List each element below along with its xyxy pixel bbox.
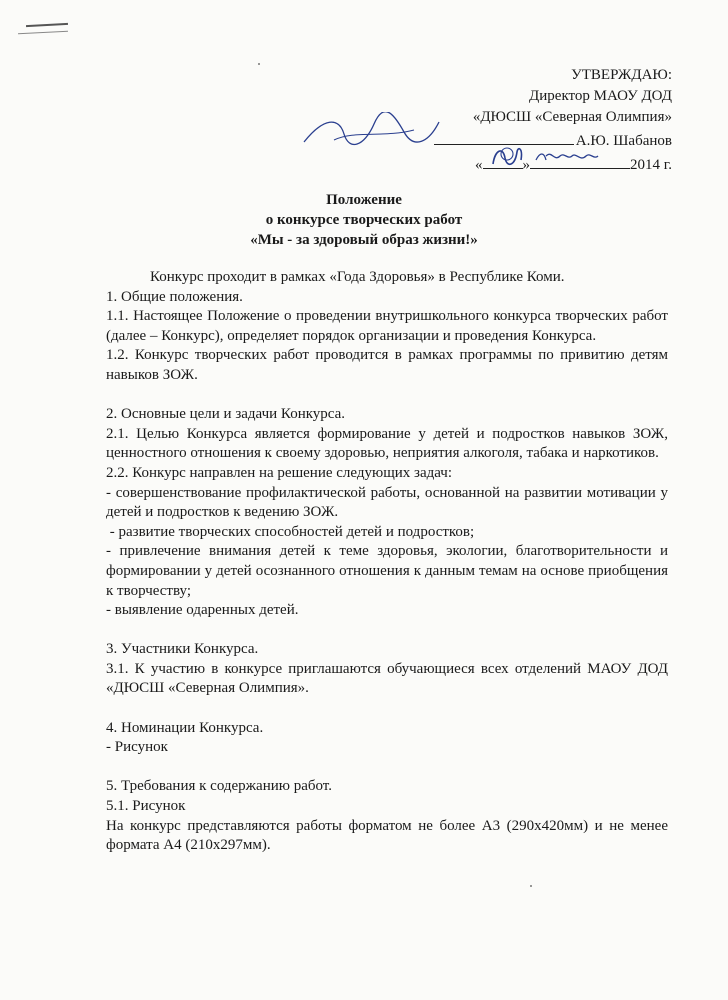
approval-year: 2014 г. [630,157,672,173]
approval-organization: «ДЮСШ «Северная Олимпия» [472,109,672,125]
date-quote-close: » [522,157,531,173]
approval-block [372,65,672,176]
task-item: - совершенствование профилактической работы, основанной на развитии мотивации у детей и подростков к ведению ЗОЖ. [106,484,668,521]
clause-1-1: 1.1. Настоящее Положение о проведении внутришкольного конкурса творческих работ (далее – Конкурс), определяет порядок организации и проведения Конкурса. [106,308,668,344]
task-item: - развитие творческих способностей детей и подростков; [106,523,475,540]
scan-artifact-line [26,23,68,27]
clause-1-2: 1.2. Конкурс творческих работ проводится в рамках программы по привитию детям навыков ЗОЖ. [106,347,668,383]
section-3-heading: 3. Участники Конкурса. [106,641,259,658]
section-5-heading: 5. Требования к содержанию работ. [106,778,332,795]
date-month-line [530,152,630,169]
scan-dot [258,63,260,65]
clause-5-1: 5.1. Рисунок [106,798,186,815]
document-body [106,268,668,856]
approval-heading: УТВЕРЖДАЮ: [571,67,672,83]
scan-dot [530,885,532,887]
nomination-item: - Рисунок [106,739,168,756]
clause-5-1-text: На конкурс представляются работы форматом не более А3 (290х420мм) и не менее формата А4 (210х297мм). [106,817,668,854]
handwritten-month [530,144,630,168]
approval-name: А.Ю. Шабанов [575,133,672,149]
section-4-heading: 4. Номинации Конкурса. [106,719,264,736]
title-line-2: о конкурсе творческих работ [265,212,463,228]
clause-2-1: 2.1. Целью Конкурса является формирование у детей и подростков навыков ЗОЖ, ценностного отношения к своему здоровью, неприятия алкоголя, табака и наркотиков. [106,425,668,462]
scan-artifact-line [18,31,68,35]
task-item: - привлечение внимания детей к теме здоровья, экологии, благотворительности и формировании у детей осознанного отношения к данным темам на основе приобщения к творчеству; [106,543,668,599]
clause-2-2: 2.2. Конкурс направлен на решение следующих задач: [106,464,453,481]
handwritten-day [487,142,527,172]
document-title [0,190,728,250]
handwritten-signature [294,112,444,152]
date-day-line [483,152,523,169]
approval-date-row [372,152,672,176]
intro-paragraph: Конкурс проходит в рамках «Года Здоровья» в Республике Коми. [150,269,565,285]
title-line-1: Положение [326,192,402,208]
section-1-heading: 1. Общие положения. [106,288,243,305]
title-line-3: «Мы - за здоровый образ жизни!» [250,232,478,248]
date-quote-open: « [475,157,483,173]
section-2-heading: 2. Основные цели и задачи Конкурса. [106,406,346,423]
clause-3-1: 3.1. К участию в конкурсе приглашаются обучающиеся всех отделений МАОУ ДОД «ДЮСШ «Северная Олимпия». [106,660,668,697]
task-item: - выявление одаренных детей. [106,602,299,619]
approval-position: Директор МАОУ ДОД [529,88,672,104]
